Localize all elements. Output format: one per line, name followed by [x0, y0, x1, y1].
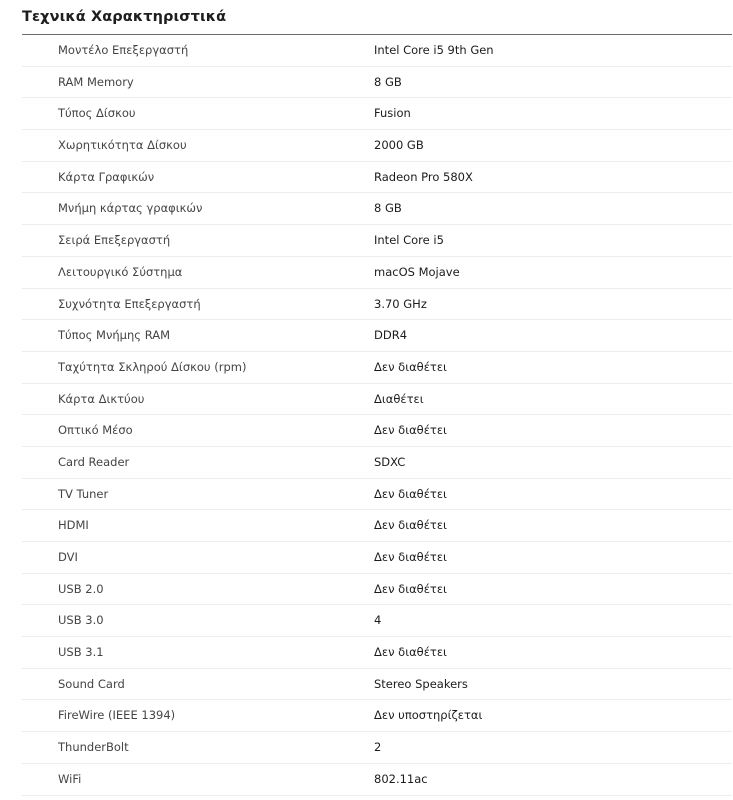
section-title: Τεχνικά Χαρακτηριστικά	[22, 9, 227, 25]
spec-value: Δεν υποστηρίζεται	[374, 708, 483, 723]
specs-table	[22, 35, 732, 796]
spec-label: Συχνότητα Επεξεργαστή	[58, 296, 201, 311]
spec-label: Λειτουργικό Σύστημα	[58, 264, 183, 279]
spec-value: Radeon Pro 580X	[374, 169, 473, 184]
spec-label: FireWire (IEEE 1394)	[58, 708, 176, 723]
spec-value: DDR4	[374, 328, 408, 343]
spec-row-usb-3-0	[22, 605, 732, 637]
spec-value: Διαθέτει	[374, 391, 424, 406]
spec-value: 3.70 GHz	[374, 296, 427, 311]
spec-value: 2	[374, 740, 382, 755]
spec-value: 8 GB	[374, 201, 402, 216]
spec-value: macOS Mojave	[374, 264, 460, 279]
spec-row-os	[22, 257, 732, 289]
spec-value: Δεν διαθέτει	[374, 486, 447, 501]
spec-value: 8 GB	[374, 74, 402, 89]
spec-value: 2000 GB	[374, 138, 424, 153]
spec-row-graphics-memory	[22, 193, 732, 225]
spec-row-cpu-model	[22, 35, 732, 67]
spec-value: Δεν διαθέτει	[374, 359, 447, 374]
spec-row-hdmi	[22, 510, 732, 542]
spec-row-cpu-frequency	[22, 289, 732, 321]
spec-row-firewire	[22, 700, 732, 732]
spec-value: Δεν διαθέτει	[374, 550, 447, 564]
spec-row-disk-rpm	[22, 352, 732, 384]
spec-row-usb-2	[22, 574, 732, 606]
spec-label: RAM Memory	[58, 74, 134, 89]
spec-value: SDXC	[374, 454, 406, 469]
spec-row-tv-tuner	[22, 479, 732, 511]
spec-row-dvi	[22, 542, 732, 574]
spec-row-ram	[22, 67, 732, 99]
spec-row-cpu-series	[22, 225, 732, 257]
spec-row-disk-capacity	[22, 130, 732, 162]
spec-label: Ταχύτητα Σκληρού Δίσκου (rpm)	[58, 359, 247, 374]
spec-label: Κάρτα Γραφικών	[58, 169, 155, 184]
spec-row-wifi	[22, 764, 732, 796]
spec-value: Δεν διαθέτει	[374, 518, 447, 533]
spec-value: Δεν διαθέτει	[374, 581, 447, 596]
spec-label: Τύπος Μνήμης RAM	[58, 328, 171, 343]
spec-value: Stereo Speakers	[374, 676, 468, 691]
spec-label: Τύπος Δίσκου	[58, 106, 136, 121]
spec-label: Μοντέλο Επεξεργαστή	[58, 43, 189, 57]
spec-row-sound-card	[22, 669, 732, 701]
spec-row-network-card	[22, 384, 732, 416]
spec-label: USB 3.1	[58, 645, 104, 660]
spec-label: Οπτικό Μέσο	[58, 423, 133, 438]
spec-value: Δεν διαθέτει	[374, 645, 447, 660]
spec-row-ram-type	[22, 320, 732, 352]
spec-label: Σειρά Επεξεργαστή	[58, 233, 171, 248]
spec-row-disk-type	[22, 98, 732, 130]
spec-label: Sound Card	[58, 676, 125, 691]
spec-label: WiFi	[58, 771, 82, 786]
spec-value: Intel Core i5	[374, 233, 444, 248]
spec-label: USB 2.0	[58, 581, 104, 596]
spec-row-graphics-card	[22, 162, 732, 194]
spec-label: ThunderBolt	[58, 740, 129, 755]
spec-label: DVI	[58, 550, 78, 564]
spec-label: Card Reader	[58, 454, 130, 469]
spec-label: Χωρητικότητα Δίσκου	[58, 138, 187, 153]
spec-label: HDMI	[58, 518, 89, 533]
spec-row-optical-drive	[22, 415, 732, 447]
spec-value: Fusion	[374, 106, 411, 121]
spec-value: Intel Core i5 9th Gen	[374, 43, 494, 57]
spec-value: 4	[374, 613, 382, 628]
spec-label: TV Tuner	[58, 486, 109, 501]
spec-row-thunderbolt	[22, 732, 732, 764]
spec-value: 802.11ac	[374, 771, 428, 786]
spec-value: Δεν διαθέτει	[374, 423, 447, 438]
spec-label: Κάρτα Δικτύου	[58, 391, 145, 406]
spec-label: USB 3.0	[58, 613, 104, 628]
spec-row-card-reader	[22, 447, 732, 479]
spec-label: Μνήμη κάρτας γραφικών	[58, 201, 203, 216]
spec-row-usb-3-1	[22, 637, 732, 669]
